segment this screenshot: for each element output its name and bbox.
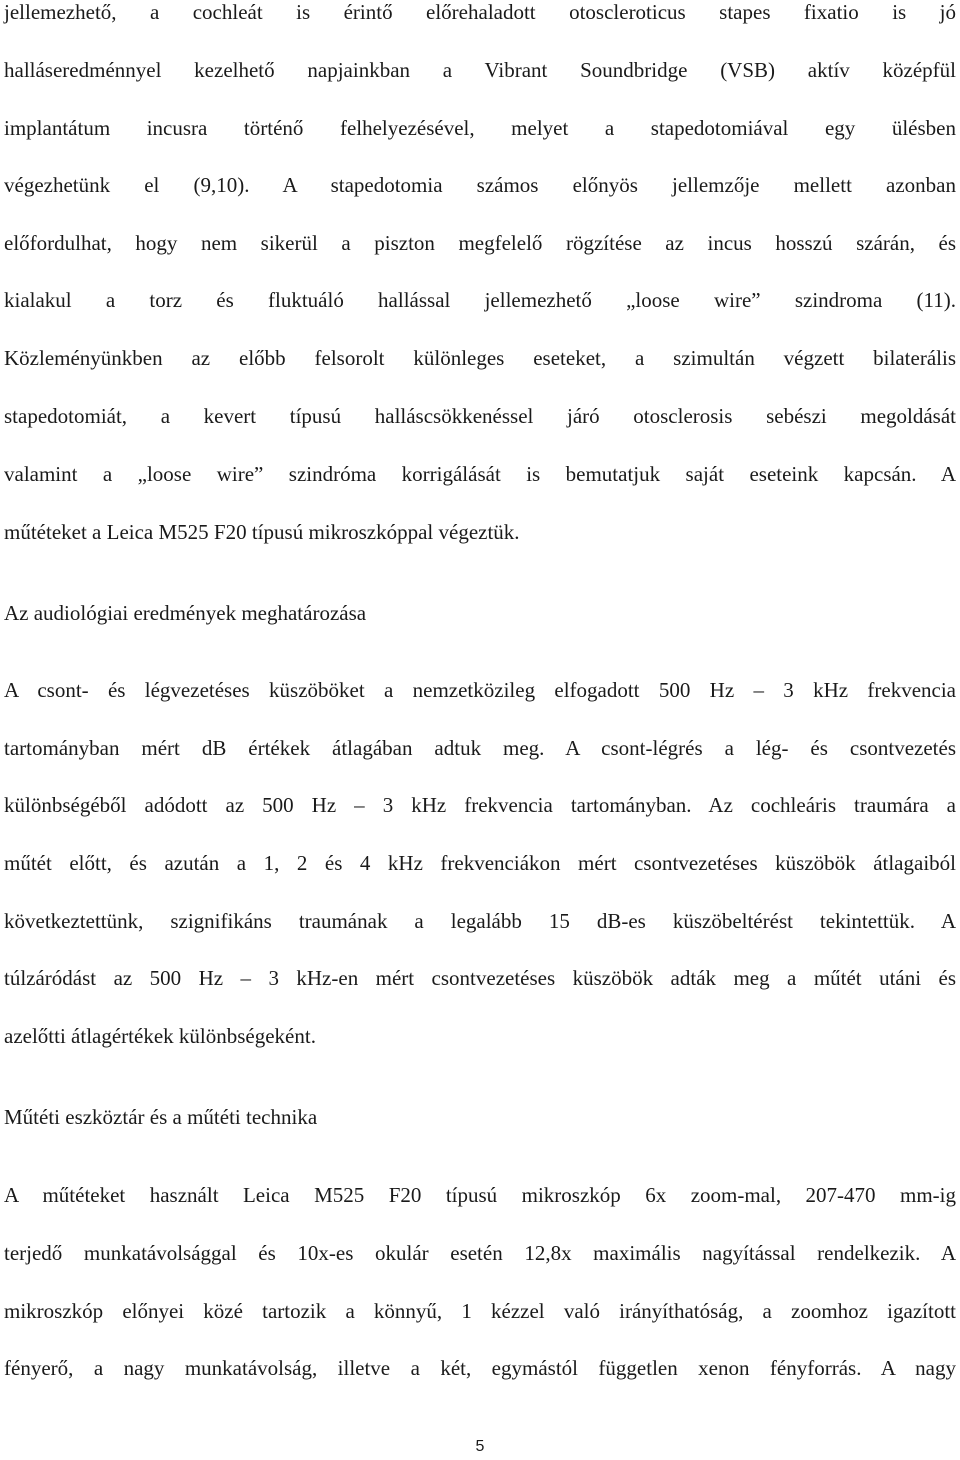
paragraph-line: kialakul a torz és fluktuáló hallással jellemezhető „loose wire” szindroma (11). bbox=[4, 288, 956, 312]
paragraph-line: különbségéből adódott az 500 Hz – 3 kHz frekvencia tartományban. Az cochleáris traumára a bbox=[4, 793, 956, 817]
paragraph-line: A műtéteket használt Leica M525 F20 típusú mikroszkóp 6x zoom-mal, 207-470 mm-ig bbox=[4, 1183, 956, 1207]
paragraph-line: halláseredménnyel kezelhető napjainkban a Vibrant Soundbridge (VSB) aktív középfül bbox=[4, 58, 956, 82]
paragraph-line: következtettünk, szignifikáns traumának a legalább 15 dB-es küszöbeltérést tekintettük. A bbox=[4, 909, 956, 933]
paragraph-line: azelőtti átlagértékek különbségeként. bbox=[4, 1024, 316, 1048]
paragraph-line: műtét előtt, és azután a 1, 2 és 4 kHz frekvenciákon mért csontvezetéses küszöbök átlagaiból bbox=[4, 851, 956, 875]
paragraph-line: A csont- és légvezetéses küszöböket a nemzetközileg elfogadott 500 Hz – 3 kHz frekvencia bbox=[4, 678, 956, 702]
paragraph-line: tartományban mért dB értékek átlagában adtuk meg. A csont-légrés a lég- és csontvezetés bbox=[4, 736, 956, 760]
paragraph-line: Közleményünkben az előbb felsorolt különleges eseteket, a szimultán végzett bilaterális bbox=[4, 346, 956, 370]
paragraph-line: mikroszkóp előnyei közé tartozik a könnyű, 1 kézzel való irányíthatóság, a zoomhoz igazított bbox=[4, 1299, 956, 1323]
paragraph-line: terjedő munkatávolsággal és 10x-es okulár esetén 12,8x maximális nagyítással rendelkezik. A bbox=[4, 1241, 956, 1265]
paragraph-line: műtéteket a Leica M525 F20 típusú mikroszkóppal végeztük. bbox=[4, 520, 520, 544]
paragraph-line: túlzáródást az 500 Hz – 3 kHz-en mért csontvezetéses küszöbök adták meg a műtét utáni és bbox=[4, 966, 956, 990]
paragraph-line: fényerő, a nagy munkatávolság, illetve a két, egymástól független xenon fényforrás. A nagy bbox=[4, 1356, 956, 1380]
paragraph-line: jellemezhető, a cochleát is érintő előrehaladott otoscleroticus stapes fixatio is jó bbox=[4, 0, 956, 24]
page-number: 5 bbox=[475, 1438, 485, 1455]
paragraph-line: stapedotomiát, a kevert típusú halláscsökkenéssel járó otosclerosis sebészi megoldását bbox=[4, 404, 956, 428]
paragraph-line: implantátum incusra történő felhelyezésével, melyet a stapedotomiával egy ülésben bbox=[4, 116, 956, 140]
section-heading-tools: Műtéti eszköztár és a műtéti technika bbox=[4, 1105, 318, 1129]
section-heading-audiology: Az audiológiai eredmények meghatározása bbox=[4, 601, 367, 625]
paragraph-line: valamint a „loose wire” szindróma korrigálását is bemutatjuk saját eseteink kapcsán. A bbox=[4, 462, 956, 486]
paragraph-line: előfordulhat, hogy nem sikerül a piszton megfelelő rögzítése az incus hosszú szárán, és bbox=[4, 231, 956, 255]
paragraph-line: végezhetünk el (9,10). A stapedotomia számos előnyös jellemzője mellett azonban bbox=[4, 173, 956, 197]
